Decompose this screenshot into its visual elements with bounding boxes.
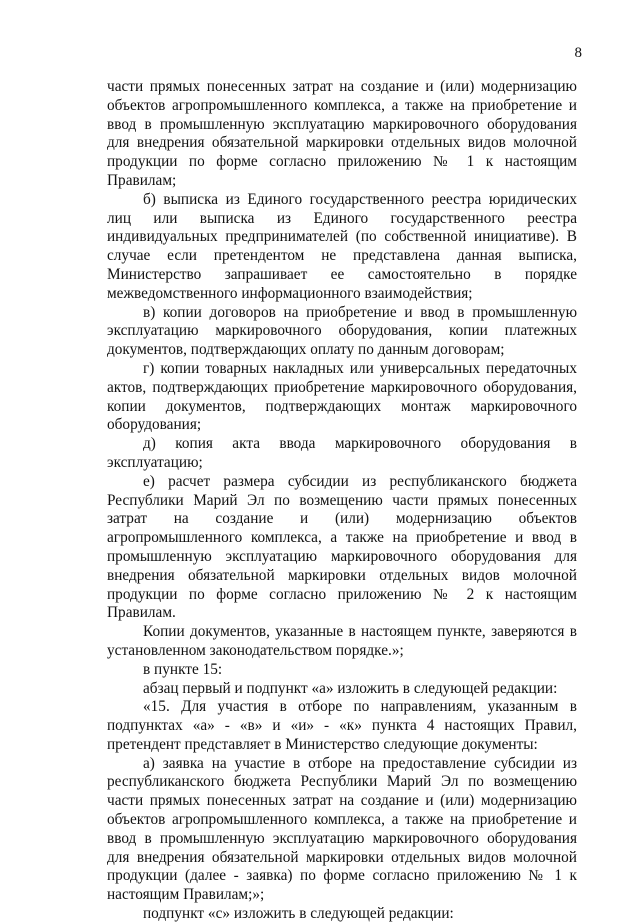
paragraph-subpoint-c-instruction: подпункт «с» изложить в следующей редакции: (143, 905, 454, 923)
paragraph-continuation: части прямых понесенных затрат на создание и (или) модернизацию объектов агропромышленного комплекса, а также на приобретение и ввод в промышленную эксплуатацию маркировочного оборудования для внедрения обязательной маркировки отдельных видов молочной продукции по форме согласно приложению № 1 к настоящим Правилам; (107, 78, 577, 189)
paragraph-copies-note: Копии документов, указанные в настоящем пункте, заверяются в установленном законодательством порядке.»; (107, 623, 577, 659)
paragraph-item-g: г) копии товарных накладных или универсальных передаточных актов, подтверждающих приобретение маркировочного оборудования, копии документов, подтверждающих монтаж маркировочного оборудования; (107, 359, 577, 434)
body-text (107, 78, 577, 924)
paragraph-item-b: б) выписка из Единого государственного реестра юридических лиц или выписка из Единого государственного реестра индивидуальных предпринимателей (по собственной инициативе). В случае если претендентом не представлена данная выписка, Министерство запрашивает ее самостоятельно в порядке межведомственного информационного взаимодействия; (107, 190, 577, 302)
paragraph-item-e: е) расчет размера субсидии из республиканского бюджета Республики Марий Эл по возмещению части прямых понесенных затрат на создание и (или) модернизацию объектов агропромышленного комплекса, а также на приобретение и ввод в промышленную эксплуатацию маркировочного оборудования для внедрения обязательной маркировки отдельных видов молочной продукции по форме согласно приложению № 2 к настоящим Правилам. (107, 472, 577, 622)
paragraph-item-a: а) заявка на участие в отборе на предоставление субсидии из республиканского бюджета Республики Марий Эл по возмещению части прямых понесенных затрат на создание и (или) модернизацию объектов агропромышленного комплекса, а также на приобретение и ввод в промышленную эксплуатацию маркировочного оборудования для внедрения обязательной маркировки отдельных видов молочной продукции (далее - заявка) по форме согласно приложению № 1 к настоящим Правилам;»; (107, 754, 577, 904)
paragraph-amend-instruction: абзац первый и подпункт «а» изложить в следующей редакции: (143, 679, 558, 697)
paragraph-item-d: д) копия акта ввода маркировочного оборудования в эксплуатацию; (107, 435, 577, 471)
paragraph-point-15-text: «15. Для участия в отборе по направлениям, указанным в подпунктах «а» - «в» и «и» - «к» пункта 4 настоящих Правил, претендент представляет в Министерство следующие документы: (107, 698, 577, 753)
paragraph-point-15: в пункте 15: (143, 660, 223, 678)
paragraph-item-v: в) копии договоров на приобретение и ввод в промышленную эксплуатацию маркировочного оборудования, копии платежных документов, подтверждающих оплату по данным договорам; (107, 303, 577, 359)
page-number: 8 (574, 45, 582, 61)
